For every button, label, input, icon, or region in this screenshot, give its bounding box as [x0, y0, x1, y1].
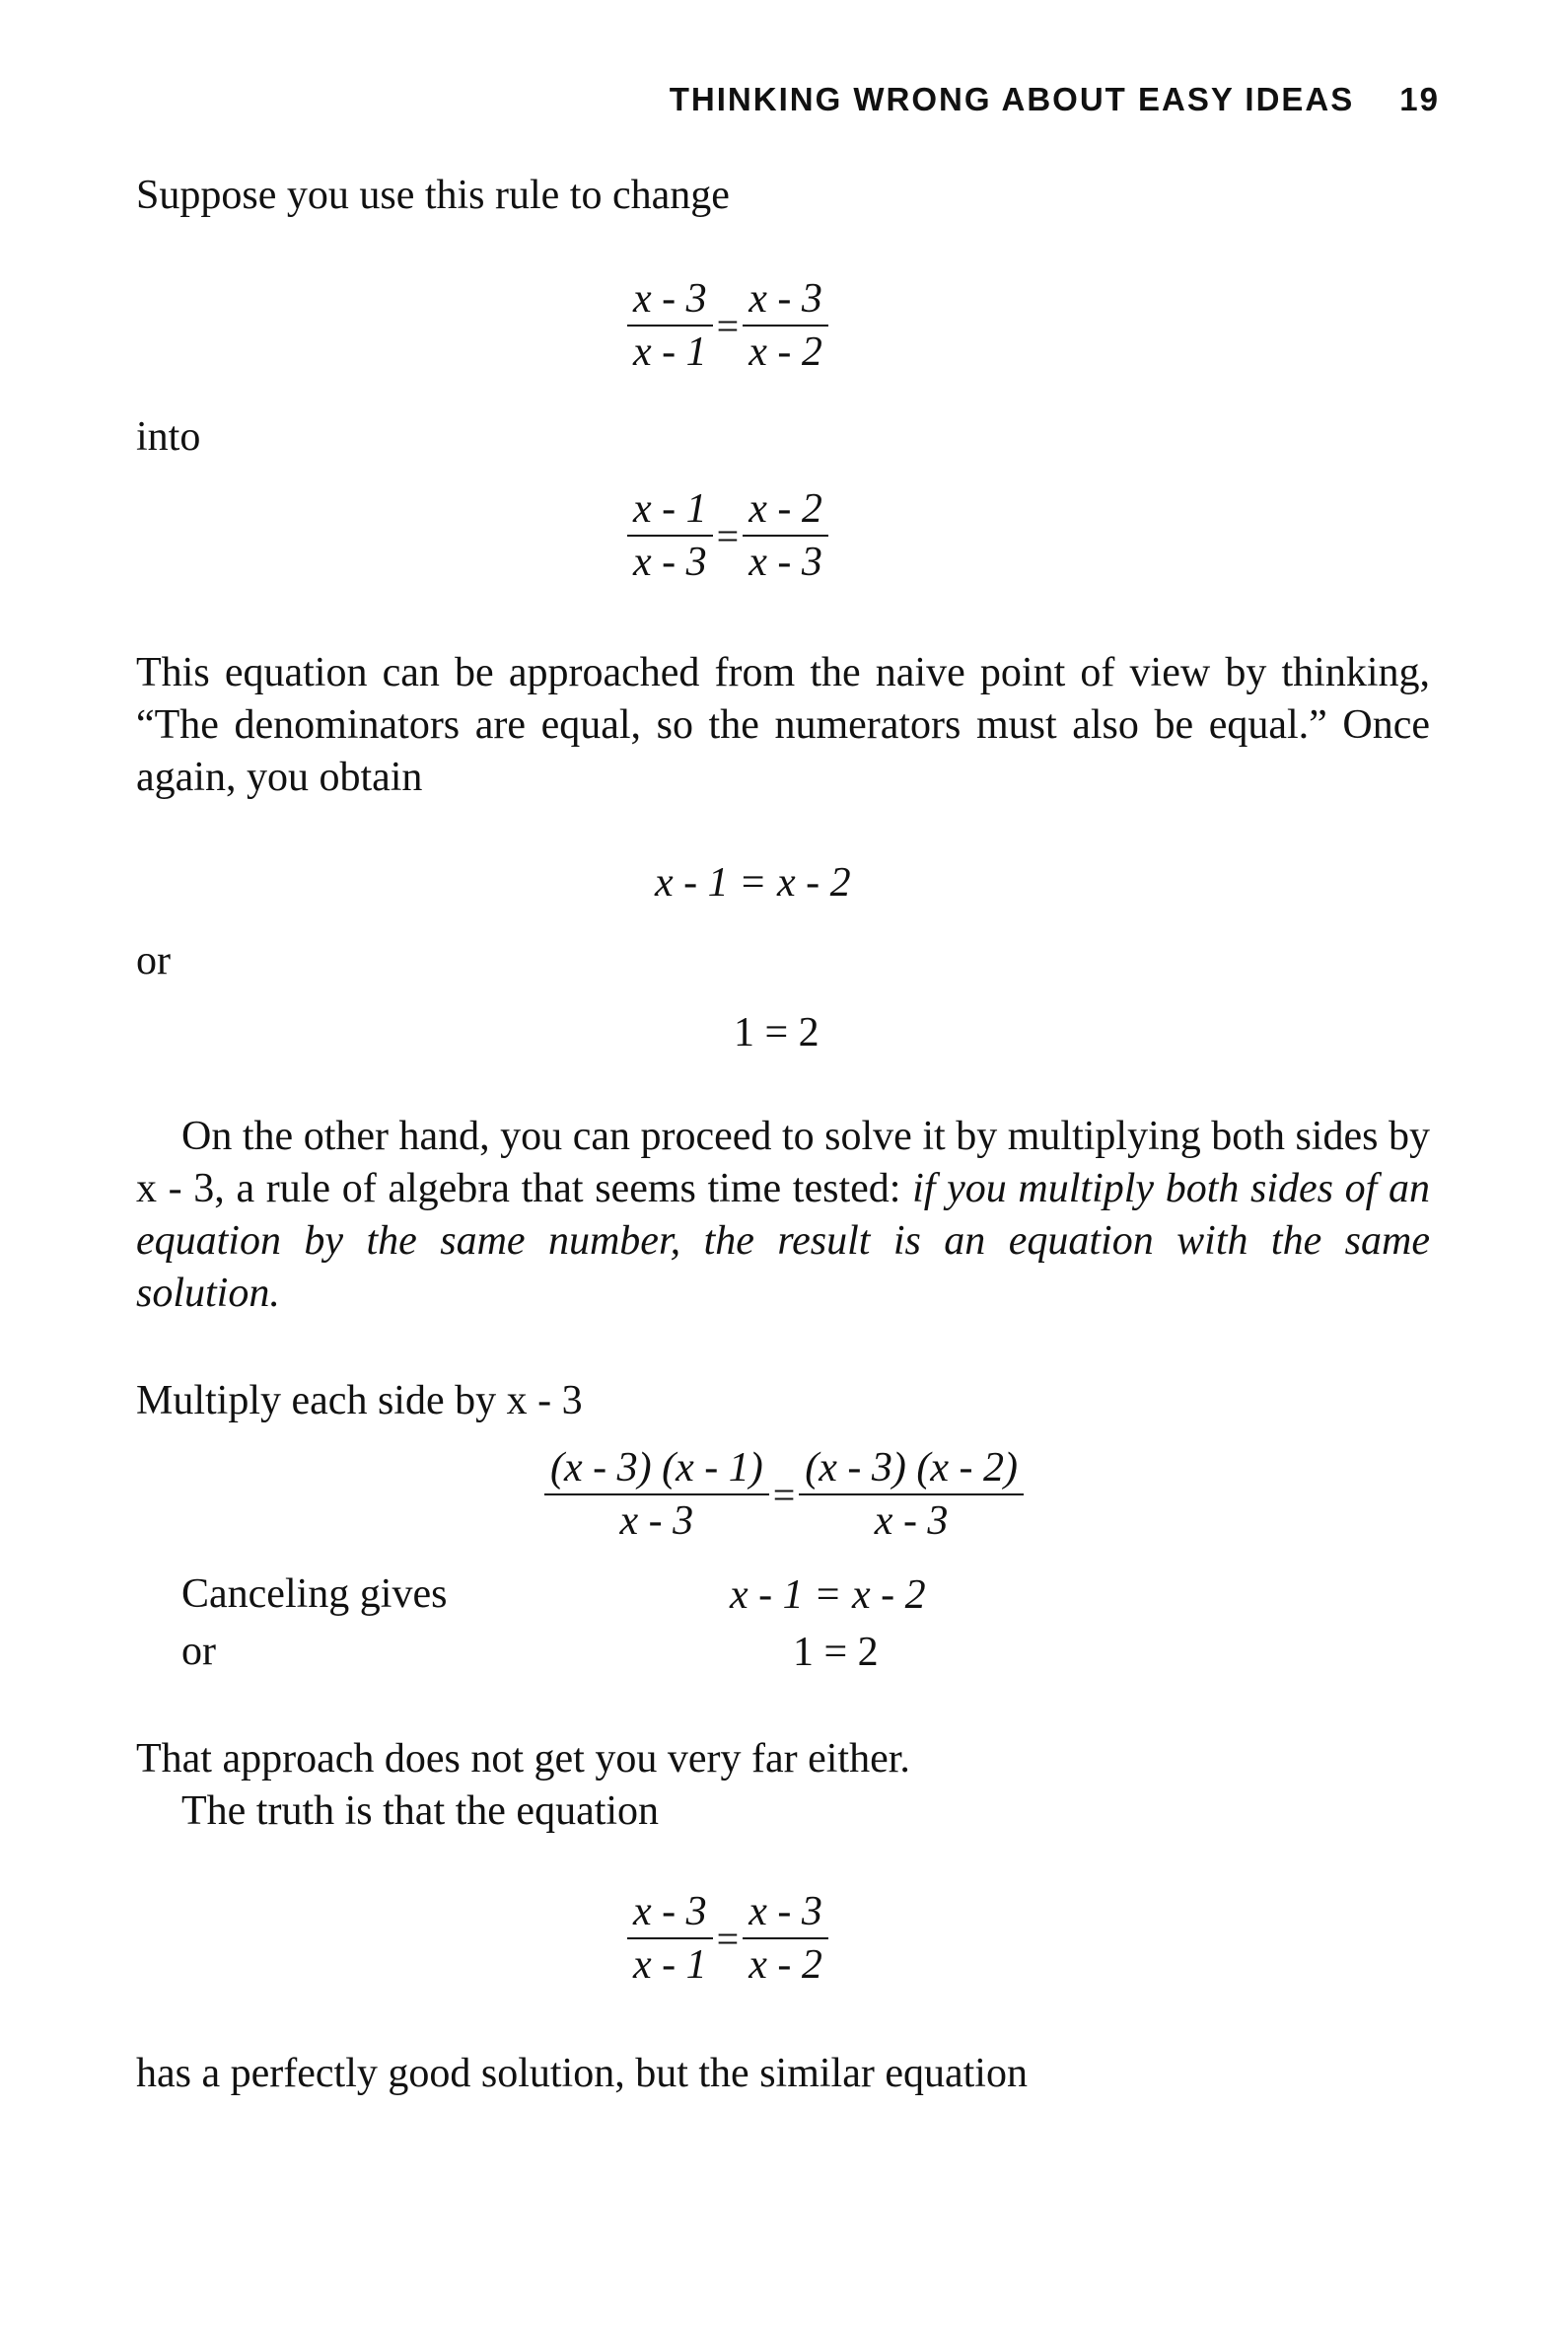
equation-3: x - 1 = x - 2 — [655, 860, 851, 906]
line-has: has a perfectly good solution, but the similar equation — [136, 2051, 1028, 2096]
fraction-right — [799, 1446, 1024, 1543]
paragraph-other-hand — [136, 1111, 1430, 1320]
denominator: x - 3 — [633, 540, 707, 585]
numerator: x - 3 — [627, 277, 713, 327]
fraction-right — [743, 487, 828, 584]
numerator: x - 1 — [627, 487, 713, 537]
paragraph-italic-rule: if you multiply both sides of an equation by the same number, the result is an equation with the same solution. — [136, 1166, 1431, 1316]
page-number: 19 — [1399, 81, 1440, 117]
denominator: x - 2 — [748, 329, 822, 375]
paragraph-plain-text: On the other hand, you can proceed to solve it by multiplying both sides by x - 3, a rule of algebra that seems time tested: — [136, 1114, 1430, 1211]
fraction-left — [544, 1446, 769, 1543]
equals-sign: = — [716, 303, 740, 348]
equals-sign: = — [716, 1916, 740, 1961]
equals-sign: = — [716, 513, 740, 558]
denominator: x - 3 — [874, 1498, 949, 1544]
line-suppose: Suppose you use this rule to change — [136, 173, 730, 218]
numerator: x - 3 — [743, 277, 828, 327]
fraction-left — [627, 277, 713, 374]
running-head — [670, 81, 1440, 118]
label-or: or — [181, 1629, 216, 1674]
label-canceling: Canceling gives — [181, 1571, 448, 1617]
line-approach: That approach does not get you very far either. — [136, 1736, 910, 1782]
equation-7: 1 = 2 — [793, 1630, 879, 1675]
equals-sign: = — [772, 1472, 796, 1517]
fraction-left — [627, 487, 713, 584]
word-or: or — [136, 938, 171, 983]
equation-8 — [627, 1890, 828, 1987]
denominator: x - 3 — [619, 1498, 694, 1544]
numerator: (x - 3) (x - 1) — [544, 1446, 769, 1495]
equation-1 — [627, 277, 828, 374]
line-truth: The truth is that the equation — [181, 1788, 660, 1834]
equation-2 — [627, 487, 828, 584]
line-multiply: Multiply each side by x - 3 — [136, 1378, 583, 1423]
numerator: x - 3 — [743, 1890, 828, 1939]
fraction-right — [743, 1890, 828, 1987]
fraction-right — [743, 277, 828, 374]
numerator: x - 3 — [627, 1890, 713, 1939]
equation-5 — [544, 1446, 1024, 1543]
equation-6: x - 1 = x - 2 — [730, 1572, 926, 1618]
denominator: x - 2 — [748, 1942, 822, 1988]
denominator: x - 3 — [748, 540, 822, 585]
running-title: THINKING WRONG ABOUT EASY IDEAS — [669, 81, 1355, 117]
denominator: x - 1 — [633, 329, 707, 375]
numerator: x - 2 — [743, 487, 828, 537]
word-into: into — [136, 414, 201, 460]
numerator: (x - 3) (x - 2) — [799, 1446, 1024, 1495]
fraction-left — [627, 1890, 713, 1987]
equation-4: 1 = 2 — [734, 1010, 820, 1055]
paragraph-naive: This equation can be approached from the naive point of view by thinking, “The denominators are equal, so the numerators must also be equal.” Once again, you obtain — [136, 650, 1430, 800]
denominator: x - 1 — [633, 1942, 707, 1988]
